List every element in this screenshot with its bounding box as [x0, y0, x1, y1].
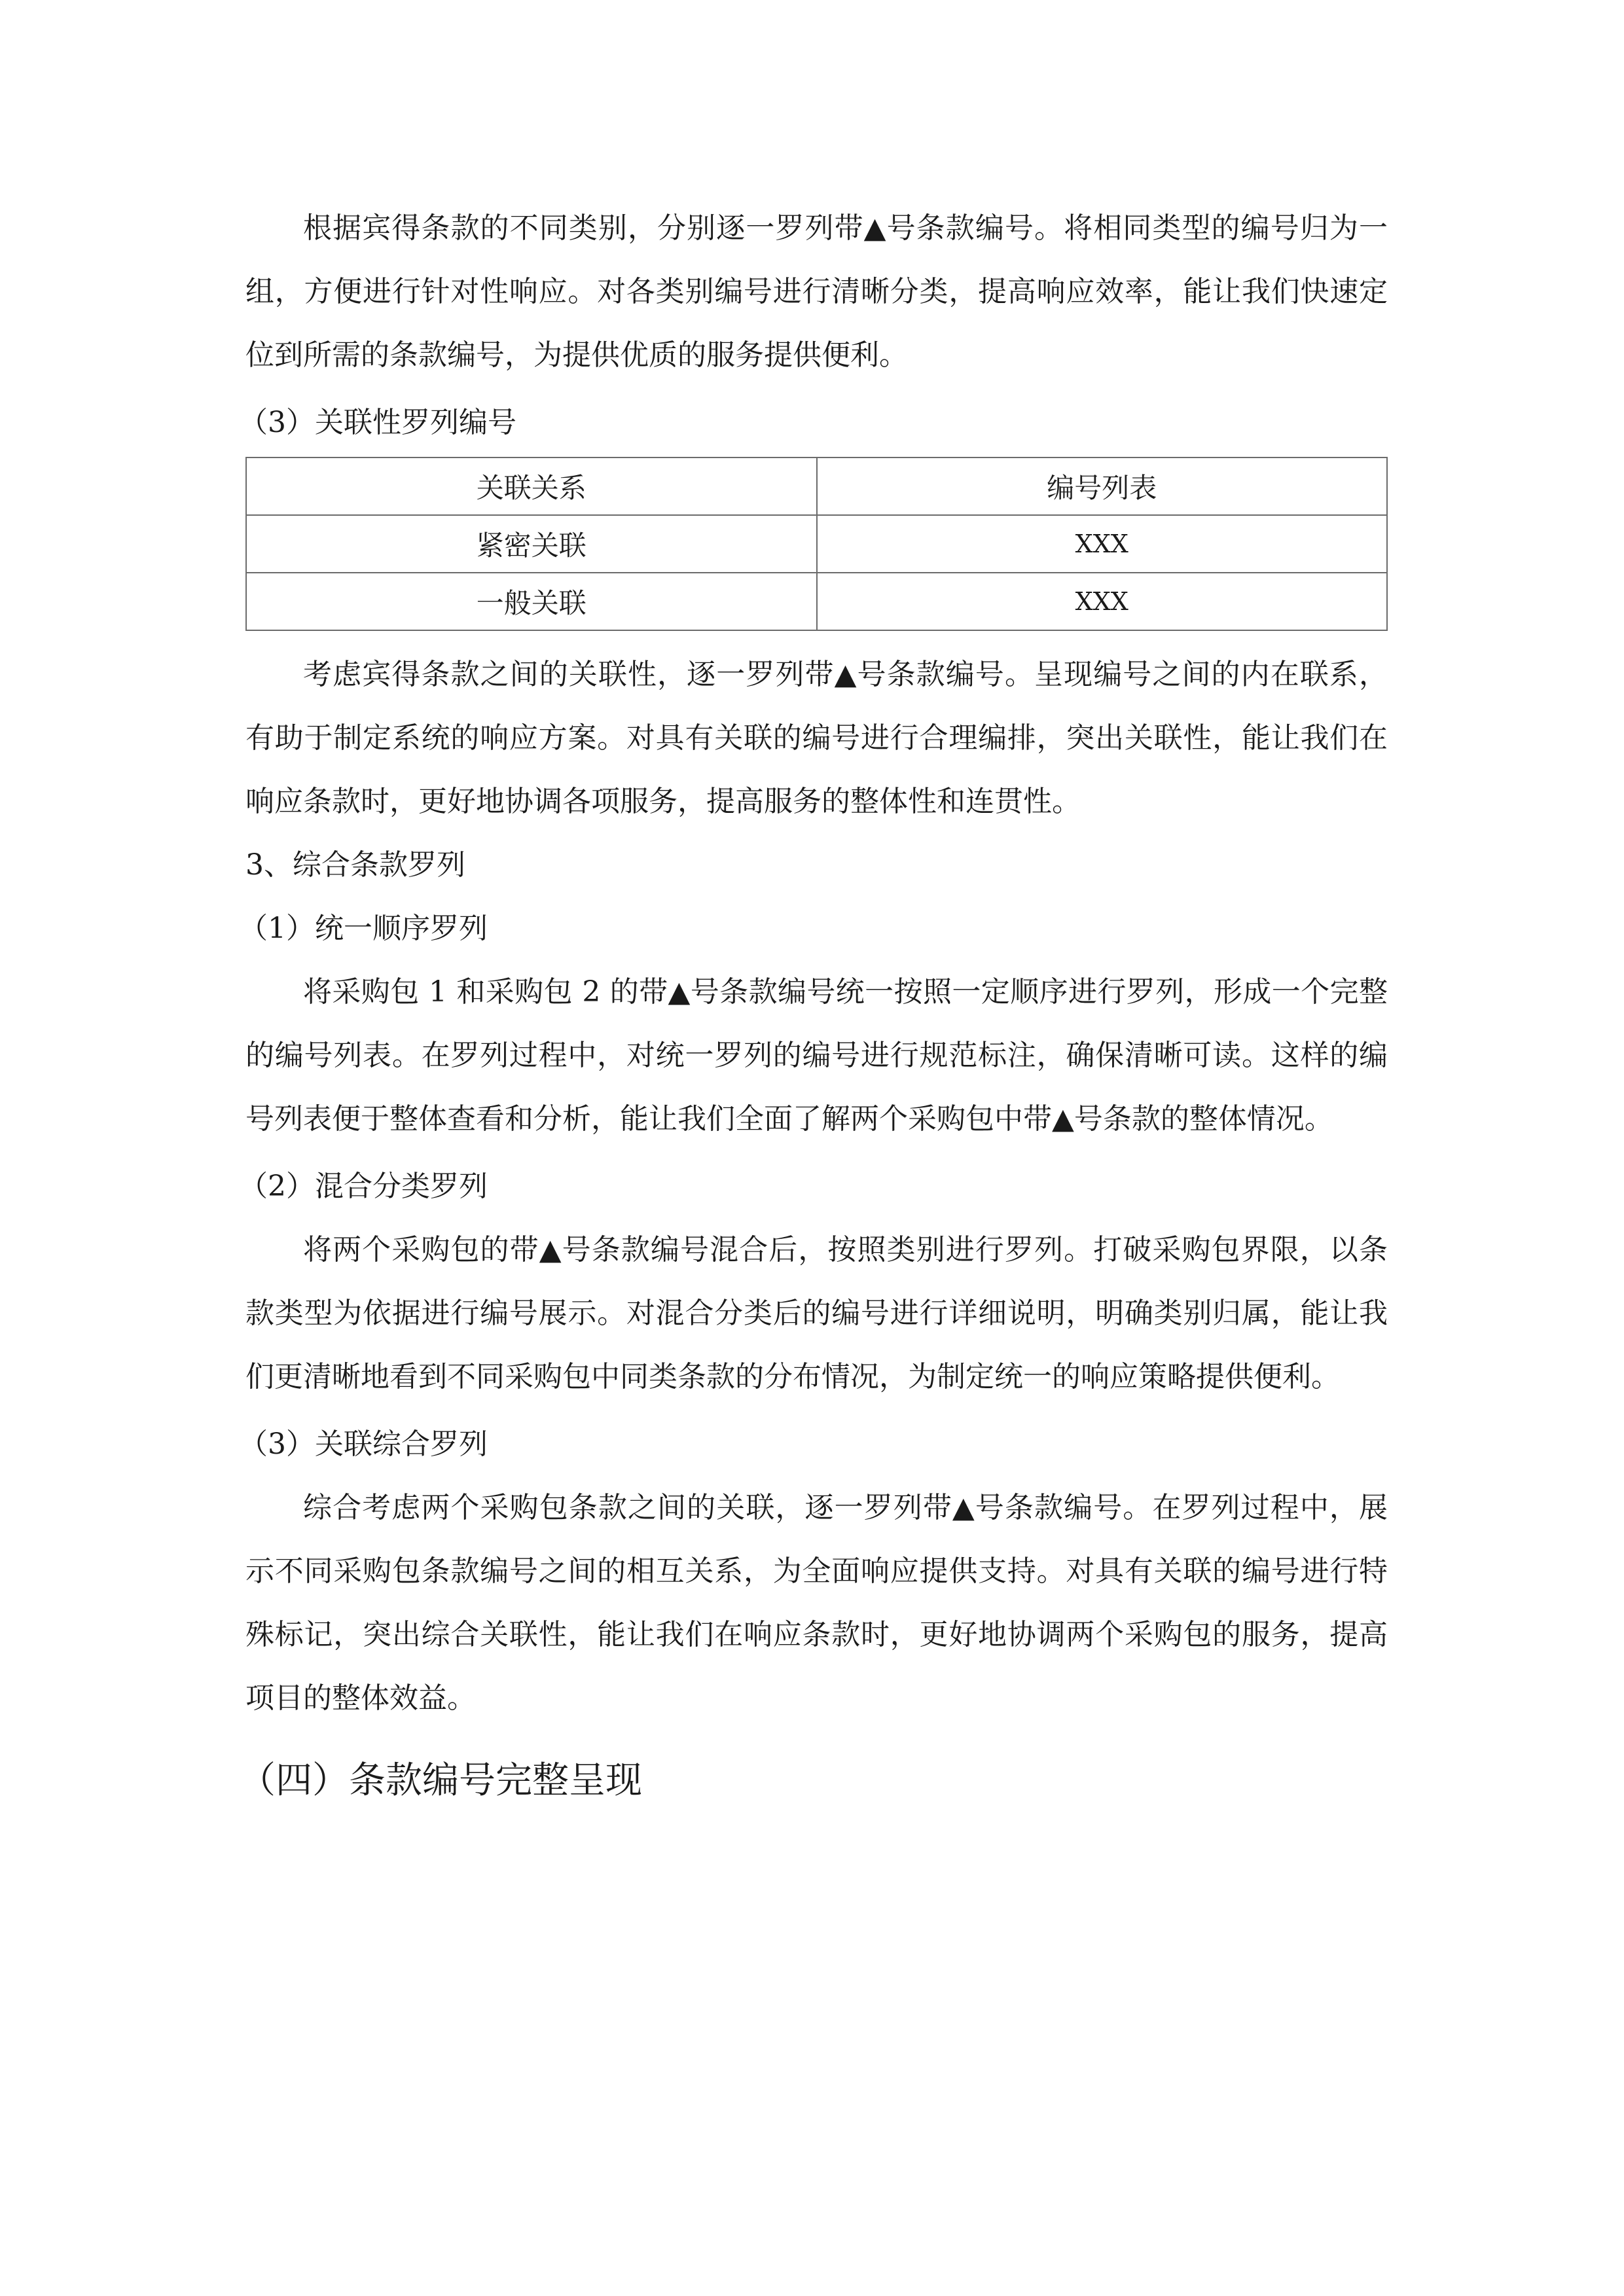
item-3-heading: （3）关联综合罗列: [239, 1427, 488, 1461]
section-4-title: （四）条款编号完整呈现: [239, 1759, 642, 1802]
item-1-heading: （1）统一顺序罗列: [239, 912, 488, 945]
relation-table: [245, 457, 1388, 631]
table-cell: XXX: [817, 573, 1388, 630]
table-row: [246, 573, 1387, 630]
table-cell: 紧密关联: [246, 515, 817, 573]
relation-paragraph: 考虑宾得条款之间的关联性，逐一罗列带▲号条款编号。呈现编号之间的内在联系，有助于制定系统的响应方案。对具有关联的编号进行合理编排，突出关联性，能让我们在响应条款时，更好地协调各项服务，提高服务的整体性和连贯性。: [245, 658, 1388, 818]
item-2-heading: （2）混合分类罗列: [239, 1170, 488, 1203]
item-3-paragraph: 综合考虑两个采购包条款之间的关联，逐一罗列带▲号条款编号。在罗列过程中，展示不同采购包条款编号之间的相互关系，为全面响应提供支持。对具有关联的编号进行特殊标记，突出综合关联性，能让我们在响应条款时，更好地协调两个采购包的服务，提高项目的整体效益。: [245, 1491, 1388, 1715]
item-2-paragraph: 将两个采购包的带▲号条款编号混合后，按照类别进行罗列。打破采购包界限，以条款类型为依据进行编号展示。对混合分类后的编号进行详细说明，明确类别归属，能让我们更清晰地看到不同采购包中同类条款的分布情况，为制定统一的响应策略提供便利。: [245, 1233, 1388, 1393]
table-header-cell: 关联关系: [246, 457, 817, 515]
table-header-cell: 编号列表: [817, 457, 1388, 515]
table-cell: XXX: [817, 515, 1388, 573]
table-header-row: [246, 457, 1387, 515]
item-1-paragraph: 将采购包 1 和采购包 2 的带▲号条款编号统一按照一定顺序进行罗列，形成一个完整的编号列表。在罗列过程中，对统一罗列的编号进行规范标注，确保清晰可读。这样的编号列表便于整体查看和分析，能让我们全面了解两个采购包中带▲号条款的整体情况。: [245, 975, 1388, 1136]
table-row: [246, 515, 1387, 573]
document-page: [239, 196, 1388, 1820]
section-3-heading: 3、综合条款罗列: [245, 848, 465, 882]
relation-list-heading: （3）关联性罗列编号: [239, 406, 516, 439]
table-cell: 一般关联: [246, 573, 817, 630]
intro-paragraph: 根据宾得条款的不同类别，分别逐一罗列带▲号条款编号。将相同类型的编号归为一组，方便进行针对性响应。对各类别编号进行清晰分类，提高响应效率，能让我们快速定位到所需的条款编号，为提供优质的服务提供便利。: [245, 211, 1388, 372]
